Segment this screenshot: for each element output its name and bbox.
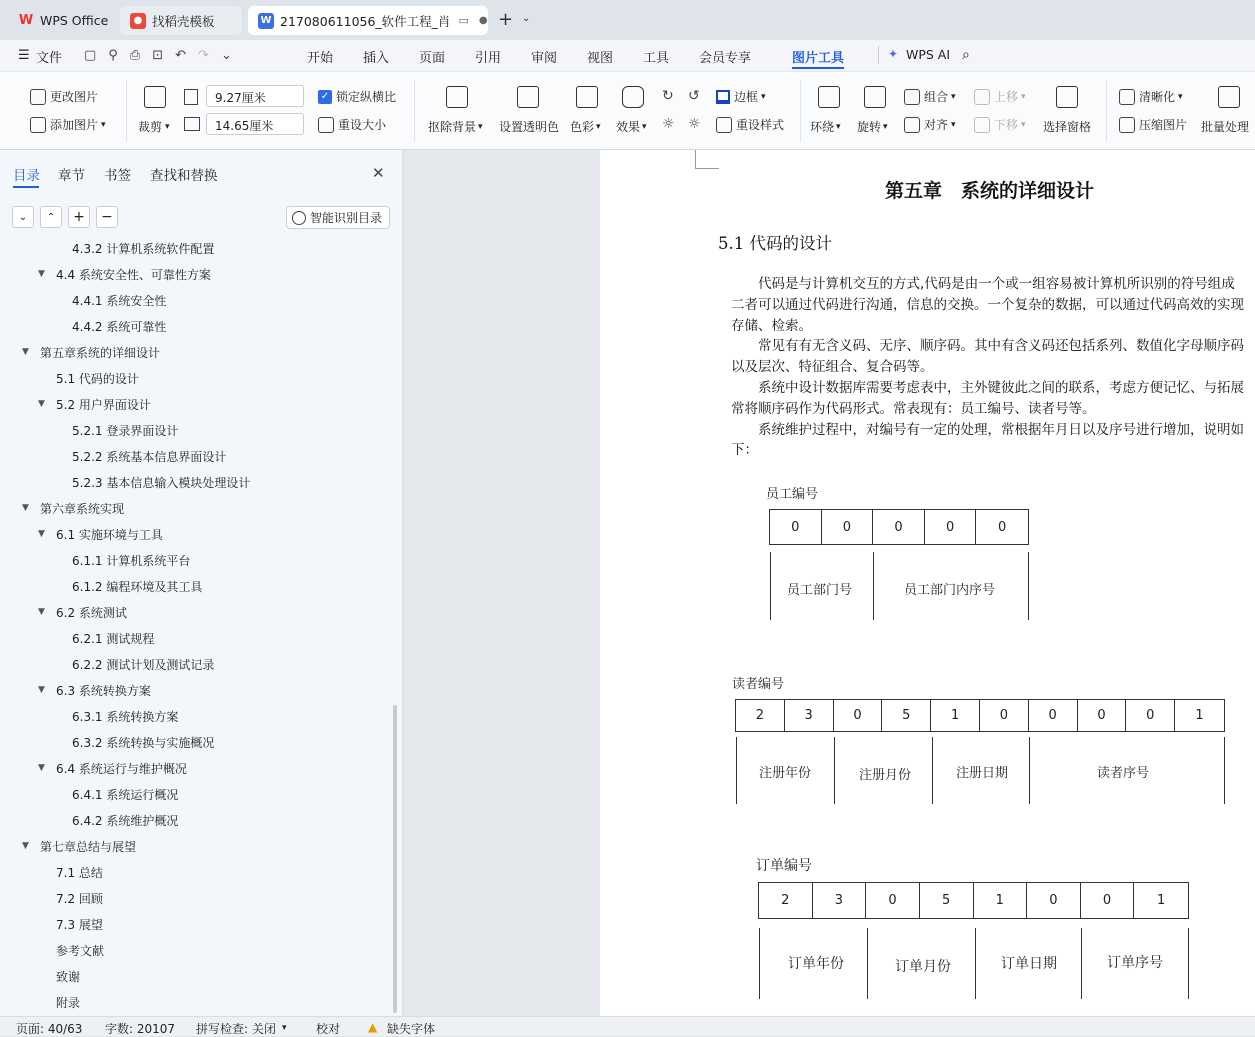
- toc-item[interactable]: [54, 729, 214, 755]
- tab-find-replace[interactable]: 查找和替换: [150, 168, 218, 184]
- toc-item[interactable]: [38, 911, 103, 937]
- remove-background-button[interactable]: 抠除背景 ▾: [428, 120, 483, 134]
- save-icon[interactable]: ▢: [84, 48, 97, 63]
- toc-item-label: 6.3.1 系统转换方案: [72, 709, 179, 724]
- word-count[interactable]: 字数: 20107: [105, 1022, 176, 1036]
- toc-item[interactable]: [38, 261, 211, 287]
- warning-icon: ▲: [368, 1020, 378, 1034]
- menu-picture-tools[interactable]: 图片工具: [792, 51, 845, 66]
- change-image-button[interactable]: [30, 88, 98, 105]
- toc-item[interactable]: [38, 677, 151, 703]
- menu-page[interactable]: 页面: [419, 51, 446, 66]
- toc-item[interactable]: [54, 703, 178, 729]
- toc-item[interactable]: [54, 240, 214, 261]
- digit-cell: 3: [813, 883, 867, 918]
- toc-item[interactable]: [38, 599, 127, 625]
- checkbox-checked-icon: ✓: [318, 90, 332, 104]
- remove-level-icon[interactable]: −: [96, 206, 118, 228]
- document-canvas: [404, 150, 1255, 1016]
- toc-item[interactable]: [54, 443, 226, 469]
- paragraph-line: 以及层次、特征组合、复合码等。: [731, 359, 934, 376]
- collapse-arrow-icon[interactable]: ▼: [38, 685, 45, 695]
- toc-item-label: 4.4.1 系统安全性: [72, 293, 167, 308]
- collapse-arrow-icon[interactable]: ▼: [38, 269, 45, 279]
- toc-item-label: 6.4.1 系统运行概况: [72, 787, 179, 802]
- rotate-icon[interactable]: ↻: [662, 88, 674, 104]
- toc-item-label: 6.4 系统运行与维护概况: [56, 761, 187, 776]
- label: 抠除背景: [428, 120, 477, 134]
- add-image-icon: [30, 117, 46, 133]
- label: 重设大小: [338, 118, 387, 132]
- proofread-button[interactable]: 校对: [316, 1022, 341, 1036]
- transparent-color-icon: [517, 86, 539, 108]
- height-icon: [184, 117, 200, 131]
- digit-cell: 0: [925, 510, 977, 544]
- reader-label: 读者序号: [1097, 766, 1150, 781]
- collapse-arrow-icon[interactable]: ▼: [38, 607, 45, 617]
- reader-id-title: 读者编号: [732, 677, 785, 692]
- reader-label: 注册月份: [859, 768, 912, 783]
- unsaved-dot-icon[interactable]: ●: [478, 15, 488, 26]
- toc-item[interactable]: [22, 339, 160, 365]
- compress-icon: [1119, 117, 1135, 133]
- digit-cell: 0: [834, 700, 883, 731]
- rotate-back-icon[interactable]: ↺: [688, 88, 700, 104]
- chevron-down-icon[interactable]: ⌄: [522, 13, 531, 24]
- label: 效果: [616, 120, 641, 134]
- toc-item-label: 第五章系统的详细设计: [40, 345, 161, 360]
- section-heading: 5.1 代码的设计: [718, 234, 832, 253]
- active-tab-underline: [792, 67, 844, 69]
- send-backward-icon: [974, 117, 990, 133]
- print-preview-icon[interactable]: ⊡: [152, 48, 164, 63]
- label: 裁剪: [138, 120, 163, 134]
- menu-wps-ai[interactable]: WPS AI: [906, 47, 951, 62]
- picture-tools-ribbon: [0, 72, 1255, 150]
- toc-item[interactable]: [54, 807, 178, 833]
- document-page: [600, 150, 1255, 1016]
- collapse-arrow-icon[interactable]: ▼: [22, 841, 29, 851]
- toc-item-label: 7.1 总结: [56, 865, 103, 880]
- toc-item[interactable]: [54, 417, 178, 443]
- toc-item[interactable]: [38, 937, 104, 963]
- width-icon: [184, 89, 198, 105]
- toc-item[interactable]: [54, 547, 190, 573]
- digit-cell: 0: [822, 510, 874, 544]
- toc-item[interactable]: [38, 391, 151, 417]
- menu-reference[interactable]: 引用: [475, 51, 502, 66]
- label: 清晰化: [1139, 90, 1176, 104]
- navigation-pane: [0, 150, 403, 1016]
- label: 批量处理: [1201, 120, 1250, 134]
- align-icon: [904, 117, 920, 133]
- toc-item-label: 5.2.3 基本信息输入模块处理设计: [72, 475, 251, 490]
- toc-item[interactable]: [38, 989, 80, 1015]
- chevron-down-icon[interactable]: ▾: [282, 1023, 287, 1033]
- monitor-icon: ▭: [458, 14, 469, 27]
- toc-item-label: 第七章总结与展望: [40, 839, 137, 854]
- search-icon[interactable]: ⌕: [962, 47, 970, 63]
- toc-item[interactable]: [38, 521, 163, 547]
- group-icon: [904, 89, 920, 105]
- wps-logo-icon: W: [18, 13, 34, 28]
- digit-cell: 1: [1195, 708, 1204, 723]
- compress-image-button[interactable]: [1119, 116, 1187, 133]
- border-button[interactable]: 边框 ▾: [716, 88, 766, 105]
- toc-item-label: 4.4.2 系统可靠性: [72, 319, 167, 334]
- paragraph-line: 系统中设计数据库需要考虑表中，主外键彼此之间的联系，考虑方便记忆、与拓展: [731, 380, 1244, 396]
- menu-review[interactable]: 审阅: [531, 51, 558, 66]
- digit-cell: 1: [1157, 893, 1166, 908]
- toc-item[interactable]: [38, 755, 187, 781]
- order-id-digits: [758, 882, 1189, 919]
- reader-label: 注册年份: [759, 766, 812, 781]
- add-level-icon[interactable]: +: [68, 206, 90, 228]
- digit-cell: 0: [866, 883, 920, 918]
- toc-item-label: 第六章系统实现: [40, 501, 125, 516]
- menu-file[interactable]: 文件: [36, 51, 63, 66]
- page-count[interactable]: 页面: 40/63: [16, 1022, 83, 1036]
- color-button[interactable]: 色彩 ▾: [570, 120, 601, 134]
- sharpen-button[interactable]: 清晰化 ▾: [1119, 88, 1183, 105]
- smart-toc-icon: [292, 211, 306, 225]
- missing-font-button[interactable]: 缺失字体: [387, 1022, 436, 1036]
- border-icon: [716, 90, 730, 104]
- resize-icon: [318, 117, 334, 133]
- menu-view[interactable]: 视图: [587, 51, 614, 66]
- toc-item[interactable]: [54, 781, 178, 807]
- status-bar: [0, 1016, 1255, 1036]
- label: 智能识别目录: [310, 211, 383, 225]
- paragraph-line: 存储、检索。: [731, 317, 812, 334]
- digit-cell: 5: [920, 883, 974, 918]
- digit-cell: 0: [873, 510, 925, 544]
- reader-id-digits: [735, 699, 1225, 732]
- order-id-title: 订单编号: [756, 858, 812, 874]
- tab-bar: [0, 0, 1255, 40]
- digit-cell: 0: [980, 700, 1029, 731]
- label: 下移: [994, 118, 1019, 132]
- toc-item-label: 5.2.2 系统基本信息界面设计: [72, 449, 227, 464]
- toc-item-label: 6.3 系统转换方案: [56, 683, 151, 698]
- menu-bar: [0, 40, 1255, 72]
- collapse-all-icon[interactable]: ⌃: [40, 206, 62, 228]
- toc-item-label: 5.2.1 登录界面设计: [72, 423, 179, 438]
- toc-item-label: 7.3 展望: [56, 917, 103, 932]
- collapse-arrow-icon[interactable]: ▼: [38, 763, 45, 773]
- wrap-icon: [818, 86, 840, 108]
- tab-toc[interactable]: 目录: [13, 168, 40, 184]
- label: 环绕: [810, 120, 835, 134]
- toc-item[interactable]: [38, 859, 103, 885]
- paragraph-line: 常将顺序码作为代码形式。常表现有：员工编号、读者号等。: [731, 400, 1096, 417]
- collapse-arrow-icon[interactable]: ▼: [38, 529, 45, 539]
- new-tab-icon[interactable]: +: [498, 9, 514, 30]
- emp-label: 员工部门内序号: [904, 583, 996, 598]
- toc-item[interactable]: [54, 625, 154, 651]
- effect-icon: [622, 86, 644, 108]
- tab-chapters[interactable]: 章节: [58, 168, 85, 184]
- order-label: 订单序号: [1107, 955, 1163, 971]
- label: 边框: [734, 90, 759, 104]
- rotate-button[interactable]: 旋转 ▾: [857, 120, 888, 134]
- toc-item-label: 参考文献: [56, 943, 105, 958]
- digit-cell: 0: [1081, 883, 1135, 918]
- digit-cell: 0: [1029, 700, 1078, 731]
- emp-id-digits: [769, 509, 1029, 545]
- collapse-arrow-icon[interactable]: ▼: [22, 503, 29, 513]
- label: 锁定纵横比: [336, 90, 397, 104]
- toc-item-label: 6.4.2 系统维护概况: [72, 813, 179, 828]
- wps-ai-icon: ✦: [888, 47, 899, 61]
- share-icon[interactable]: ⚲: [108, 48, 118, 63]
- tab-label: 217080611056_软件工程_肖: [280, 13, 451, 29]
- selection-pane-button[interactable]: [1043, 118, 1091, 135]
- paragraph-line: 二者可以通过代码进行沟通，信息的交换。一个复杂的数据，可以通过代码高效的实现: [731, 296, 1244, 313]
- toc-item-label: 6.2.1 测试规程: [72, 631, 155, 646]
- label: 设置透明色: [499, 120, 560, 134]
- close-icon[interactable]: ✕: [372, 164, 385, 182]
- toc-item[interactable]: [54, 651, 214, 677]
- label: 选择窗格: [1043, 120, 1092, 134]
- digit-cell: 0: [998, 519, 1007, 535]
- menu-member[interactable]: 会员专享: [699, 51, 752, 66]
- digit-cell: 5: [882, 700, 931, 731]
- digit-cell: 2: [736, 700, 785, 731]
- menu-insert[interactable]: 插入: [363, 51, 390, 66]
- chevron-down-icon[interactable]: ⌄: [220, 48, 232, 63]
- emp-id-title: 员工编号: [766, 487, 819, 502]
- label: 组合: [924, 90, 949, 104]
- emp-label: 员工部门号: [787, 583, 853, 598]
- toc-item-label: 致谢: [56, 969, 81, 984]
- undo-icon[interactable]: ↶: [175, 48, 187, 63]
- toc-item-label: 6.1.2 编程环境及其工具: [72, 579, 203, 594]
- chapter-heading: 第五章 系统的详细设计: [885, 180, 1095, 202]
- reset-style-button[interactable]: [716, 116, 784, 133]
- toc-item-label: 6.3.2 系统转换与实施概况: [72, 735, 215, 750]
- digit-cell: 2: [759, 883, 813, 918]
- redo-icon[interactable]: ↷: [198, 48, 209, 63]
- toc-item-label: 附录: [56, 995, 81, 1010]
- digit-cell: 1: [974, 883, 1028, 918]
- label: 上移: [994, 90, 1019, 104]
- paragraph-line: 常见有有无含义码、无序、顺序码。其中有含义码还包括系列、数值化字母顺序码: [731, 338, 1244, 355]
- reader-label: 注册日期: [956, 766, 1009, 781]
- label: 旋转: [857, 120, 882, 134]
- lock-aspect-checkbox[interactable]: [318, 88, 396, 105]
- crop-button[interactable]: 裁剪 ▾: [138, 120, 170, 134]
- crop-icon: [144, 86, 166, 108]
- order-label: 订单日期: [1001, 956, 1057, 972]
- scrollbar-thumb[interactable]: [393, 705, 397, 1013]
- tab-label: WPS Office: [40, 13, 109, 28]
- active-tab-underline: [13, 186, 39, 188]
- effect-button[interactable]: 效果 ▾: [616, 120, 647, 134]
- daoke-icon: ●: [130, 13, 146, 29]
- toc-item[interactable]: [38, 365, 139, 391]
- width-input[interactable]: 9.27厘米: [206, 85, 304, 107]
- tab-document[interactable]: [248, 6, 488, 35]
- expand-all-icon[interactable]: ⌄: [12, 206, 34, 228]
- tab-wps-office[interactable]: [8, 6, 114, 35]
- set-transparent-button[interactable]: [499, 118, 559, 135]
- rotate-large-icon: [864, 86, 886, 108]
- digit-cell: 0: [1027, 883, 1081, 918]
- collapse-arrow-icon[interactable]: ▼: [22, 347, 29, 357]
- smart-toc-button[interactable]: [286, 206, 390, 229]
- toc-item[interactable]: [22, 833, 136, 859]
- spell-check-toggle[interactable]: 拼写检查: 关闭: [196, 1022, 276, 1036]
- label: 添加图片: [50, 118, 99, 132]
- toc-item-label: 5.2 用户界面设计: [56, 397, 151, 412]
- toc-list: [0, 240, 395, 1016]
- batch-process-icon: [1218, 86, 1240, 108]
- toc-item-label: 7.2 回顾: [56, 891, 103, 906]
- batch-process-button[interactable]: [1201, 118, 1249, 135]
- align-button[interactable]: 对齐 ▾: [904, 116, 956, 133]
- toc-item-label: 6.2 系统测试: [56, 605, 127, 620]
- label: 色彩: [570, 120, 595, 134]
- resize-button[interactable]: [318, 116, 386, 133]
- remove-background-icon: [446, 86, 468, 108]
- toc-item-label: 6.2.2 测试计划及测试记录: [72, 657, 215, 672]
- toc-item-label: 4.4 系统安全性、可靠性方案: [56, 267, 211, 282]
- order-label: 订单年份: [788, 956, 844, 972]
- label: 重设样式: [736, 118, 785, 132]
- digit-cell: 0: [1078, 700, 1127, 731]
- toc-item[interactable]: [22, 495, 124, 521]
- brightness-up-icon[interactable]: ☼: [662, 116, 675, 132]
- sharpen-icon: [1119, 89, 1135, 105]
- order-label: 订单月份: [895, 959, 951, 975]
- send-backward-button[interactable]: 下移 ▾: [974, 116, 1026, 133]
- collapse-arrow-icon[interactable]: ▼: [38, 399, 45, 409]
- toc-item[interactable]: [54, 287, 166, 313]
- reset-style-icon: [716, 117, 732, 133]
- tab-label: 找稻壳模板: [152, 13, 215, 29]
- digit-cell: 0: [770, 510, 822, 544]
- add-image-button[interactable]: 添加图片 ▾: [30, 116, 106, 133]
- height-input[interactable]: 14.65厘米: [206, 113, 304, 135]
- toc-item-label: 4.3.2 计算机系统软件配置: [72, 241, 215, 256]
- toc-item-label: 6.1.1 计算机系统平台: [72, 553, 191, 568]
- tab-bookmarks[interactable]: 书签: [104, 168, 131, 184]
- paragraph-line: 代码是与计算机交互的方式,代码是由一个或一组容易被计算机所识别的符号组成: [731, 276, 1235, 292]
- toc-item[interactable]: [38, 885, 103, 911]
- label: 压缩图片: [1139, 118, 1188, 132]
- menu-start[interactable]: 开始: [307, 51, 334, 66]
- toc-item-label: 6.1 实施环境与工具: [56, 527, 163, 542]
- tab-daoke[interactable]: [120, 6, 242, 35]
- paragraph-line: 系统维护过程中，对编号有一定的处理，常根据年月日以及序号进行增加，说明如: [731, 421, 1244, 438]
- bring-forward-button[interactable]: 上移 ▾: [974, 88, 1026, 105]
- selection-pane-icon: [1056, 86, 1078, 108]
- label: 对齐: [924, 118, 949, 132]
- color-icon: [576, 86, 598, 108]
- menu-tools[interactable]: 工具: [643, 51, 670, 66]
- toc-item-label: 5.1 代码的设计: [56, 371, 139, 386]
- word-doc-icon: W: [258, 13, 274, 29]
- hamburger-icon[interactable]: ☰: [18, 48, 30, 63]
- toc-item[interactable]: [38, 963, 80, 989]
- digit-cell: 1: [931, 700, 980, 731]
- digit-cell: 3: [785, 700, 834, 731]
- toc-item[interactable]: [54, 313, 166, 339]
- label: 更改图片: [50, 90, 99, 104]
- wrap-button[interactable]: 环绕 ▾: [810, 120, 841, 134]
- group-button[interactable]: 组合 ▾: [904, 88, 956, 105]
- digit-cell: 0: [1126, 700, 1175, 731]
- change-image-icon: [30, 89, 46, 105]
- print-icon[interactable]: ⎙: [129, 48, 141, 63]
- toc-item[interactable]: [54, 469, 250, 495]
- paragraph-line: 下：: [731, 442, 758, 459]
- bring-forward-icon: [974, 89, 990, 105]
- toc-item[interactable]: [54, 573, 202, 599]
- brightness-down-icon[interactable]: ☼: [688, 116, 701, 132]
